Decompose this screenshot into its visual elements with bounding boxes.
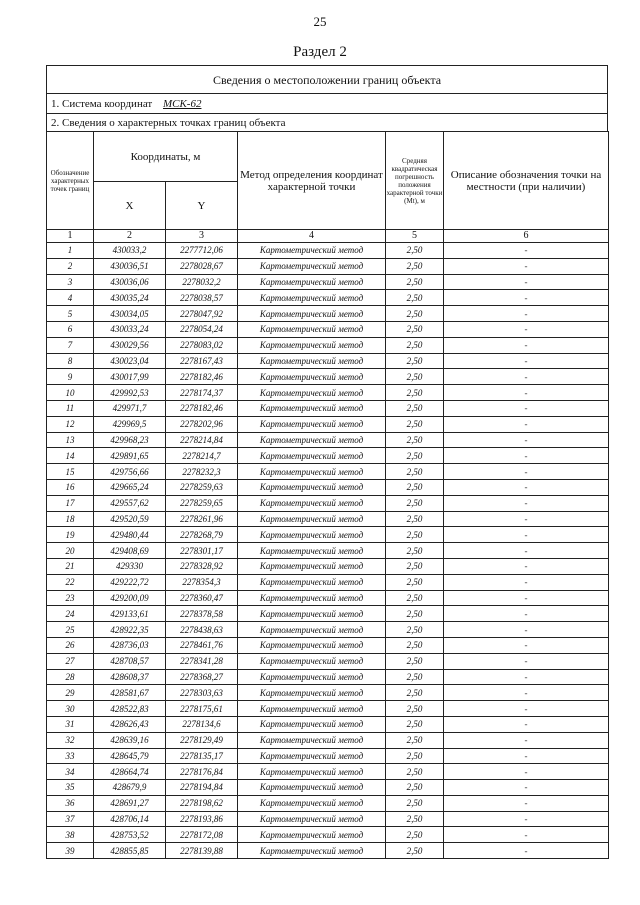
y-coord-cell: 2278182,46 <box>166 369 238 385</box>
y-coord-cell: 2278354,3 <box>166 574 238 590</box>
y-coord-cell: 2278232,3 <box>166 464 238 480</box>
col-header-x: X <box>94 182 166 230</box>
x-coord-cell: 429971,7 <box>94 400 166 416</box>
point-id-cell: 14 <box>47 448 94 464</box>
point-id-cell: 31 <box>47 716 94 732</box>
method-cell: Картометрический метод <box>238 527 386 543</box>
x-coord-cell: 429665,24 <box>94 479 166 495</box>
boundary-table <box>46 65 608 859</box>
description-cell: - <box>444 464 609 480</box>
y-coord-cell: 2278182,46 <box>166 400 238 416</box>
table-row <box>47 637 609 653</box>
y-coord-cell: 2278259,65 <box>166 495 238 511</box>
method-cell: Картометрический метод <box>238 464 386 480</box>
accuracy-cell: 2,50 <box>386 511 444 527</box>
column-number: 1 <box>47 230 94 243</box>
point-id-cell: 26 <box>47 637 94 653</box>
point-id-cell: 25 <box>47 622 94 638</box>
method-cell: Картометрический метод <box>238 321 386 337</box>
y-coord-cell: 2278135,17 <box>166 748 238 764</box>
x-coord-cell: 430033,24 <box>94 321 166 337</box>
y-coord-cell: 2278214,84 <box>166 432 238 448</box>
point-id-cell: 35 <box>47 780 94 796</box>
table-row <box>47 732 609 748</box>
table-row <box>47 369 609 385</box>
accuracy-cell: 2,50 <box>386 290 444 306</box>
y-coord-cell: 2278194,84 <box>166 780 238 796</box>
y-coord-cell: 2278268,79 <box>166 527 238 543</box>
x-coord-cell: 428581,67 <box>94 685 166 701</box>
y-coord-cell: 2278047,92 <box>166 306 238 322</box>
column-number: 3 <box>166 230 238 243</box>
table-row <box>47 274 609 290</box>
accuracy-cell: 2,50 <box>386 527 444 543</box>
description-cell: - <box>444 843 609 859</box>
y-coord-cell: 2277712,06 <box>166 243 238 259</box>
description-cell: - <box>444 716 609 732</box>
table-row <box>47 337 609 353</box>
accuracy-cell: 2,50 <box>386 416 444 432</box>
method-cell: Картометрический метод <box>238 780 386 796</box>
description-cell: - <box>444 479 609 495</box>
method-cell: Картометрический метод <box>238 843 386 859</box>
table-row <box>47 827 609 843</box>
table-row <box>47 716 609 732</box>
accuracy-cell: 2,50 <box>386 622 444 638</box>
point-id-cell: 29 <box>47 685 94 701</box>
point-id-cell: 5 <box>47 306 94 322</box>
point-id-cell: 8 <box>47 353 94 369</box>
point-id-cell: 6 <box>47 321 94 337</box>
method-cell: Картометрический метод <box>238 716 386 732</box>
point-id-cell: 23 <box>47 590 94 606</box>
point-id-cell: 34 <box>47 764 94 780</box>
description-cell: - <box>444 811 609 827</box>
x-coord-cell: 428639,16 <box>94 732 166 748</box>
x-coord-cell: 430017,99 <box>94 369 166 385</box>
table-row <box>47 290 609 306</box>
column-number: 2 <box>94 230 166 243</box>
section-title: Раздел 2 <box>293 44 347 60</box>
method-cell: Картометрический метод <box>238 701 386 717</box>
method-cell: Картометрический метод <box>238 385 386 401</box>
point-id-cell: 39 <box>47 843 94 859</box>
description-cell: - <box>444 732 609 748</box>
point-id-cell: 10 <box>47 385 94 401</box>
x-coord-cell: 428922,35 <box>94 622 166 638</box>
point-id-cell: 12 <box>47 416 94 432</box>
x-coord-cell: 429330 <box>94 558 166 574</box>
table-row <box>47 306 609 322</box>
x-coord-cell: 430036,51 <box>94 258 166 274</box>
description-cell: - <box>444 321 609 337</box>
description-cell: - <box>444 606 609 622</box>
accuracy-cell: 2,50 <box>386 685 444 701</box>
point-id-cell: 30 <box>47 701 94 717</box>
method-cell: Картометрический метод <box>238 653 386 669</box>
x-coord-cell: 429968,23 <box>94 432 166 448</box>
accuracy-cell: 2,50 <box>386 780 444 796</box>
point-id-cell: 36 <box>47 795 94 811</box>
table-row <box>47 685 609 701</box>
coord-system-label: 1. Система координат <box>51 98 153 110</box>
x-coord-cell: 429891,65 <box>94 448 166 464</box>
y-coord-cell: 2278032,2 <box>166 274 238 290</box>
method-cell: Картометрический метод <box>238 400 386 416</box>
table-row <box>47 464 609 480</box>
method-cell: Картометрический метод <box>238 448 386 464</box>
point-id-cell: 27 <box>47 653 94 669</box>
accuracy-cell: 2,50 <box>386 574 444 590</box>
y-coord-cell: 2278261,96 <box>166 511 238 527</box>
table-title: Сведения о местоположении границ объекта <box>46 65 608 93</box>
y-coord-cell: 2278083,02 <box>166 337 238 353</box>
point-id-cell: 18 <box>47 511 94 527</box>
table-row <box>47 622 609 638</box>
x-coord-cell: 429992,53 <box>94 385 166 401</box>
x-coord-cell: 430033,2 <box>94 243 166 259</box>
accuracy-cell: 2,50 <box>386 606 444 622</box>
method-cell: Картометрический метод <box>238 685 386 701</box>
description-cell: - <box>444 337 609 353</box>
method-cell: Картометрический метод <box>238 369 386 385</box>
x-coord-cell: 428753,52 <box>94 827 166 843</box>
description-cell: - <box>444 558 609 574</box>
x-coord-cell: 428608,37 <box>94 669 166 685</box>
accuracy-cell: 2,50 <box>386 843 444 859</box>
accuracy-cell: 2,50 <box>386 432 444 448</box>
y-coord-cell: 2278301,17 <box>166 543 238 559</box>
description-cell: - <box>444 353 609 369</box>
description-cell: - <box>444 701 609 717</box>
table-row <box>47 416 609 432</box>
x-coord-cell: 429520,59 <box>94 511 166 527</box>
point-id-cell: 2 <box>47 258 94 274</box>
description-cell: - <box>444 795 609 811</box>
description-cell: - <box>444 637 609 653</box>
accuracy-cell: 2,50 <box>386 479 444 495</box>
table-row <box>47 669 609 685</box>
point-id-cell: 9 <box>47 369 94 385</box>
description-cell: - <box>444 274 609 290</box>
accuracy-cell: 2,50 <box>386 748 444 764</box>
x-coord-cell: 428645,79 <box>94 748 166 764</box>
method-cell: Картометрический метод <box>238 590 386 606</box>
method-cell: Картометрический метод <box>238 827 386 843</box>
y-coord-cell: 2278193,86 <box>166 811 238 827</box>
x-coord-cell: 429557,62 <box>94 495 166 511</box>
table-row <box>47 653 609 669</box>
y-coord-cell: 2278054,24 <box>166 321 238 337</box>
accuracy-cell: 2,50 <box>386 353 444 369</box>
table-row <box>47 843 609 859</box>
table-row <box>47 701 609 717</box>
y-coord-cell: 2278139,88 <box>166 843 238 859</box>
table-row <box>47 400 609 416</box>
y-coord-cell: 2278259,63 <box>166 479 238 495</box>
point-id-cell: 33 <box>47 748 94 764</box>
table-row <box>47 527 609 543</box>
table-row <box>47 748 609 764</box>
x-coord-cell: 428706,14 <box>94 811 166 827</box>
table-row <box>47 590 609 606</box>
method-cell: Картометрический метод <box>238 764 386 780</box>
method-cell: Картометрический метод <box>238 290 386 306</box>
table-row <box>47 543 609 559</box>
accuracy-cell: 2,50 <box>386 590 444 606</box>
method-cell: Картометрический метод <box>238 732 386 748</box>
method-cell: Картометрический метод <box>238 622 386 638</box>
point-id-cell: 17 <box>47 495 94 511</box>
y-coord-cell: 2278360,47 <box>166 590 238 606</box>
column-number: 5 <box>386 230 444 243</box>
table-row <box>47 448 609 464</box>
description-cell: - <box>444 827 609 843</box>
x-coord-cell: 430029,56 <box>94 337 166 353</box>
accuracy-cell: 2,50 <box>386 701 444 717</box>
point-id-cell: 20 <box>47 543 94 559</box>
description-cell: - <box>444 511 609 527</box>
accuracy-cell: 2,50 <box>386 732 444 748</box>
method-cell: Картометрический метод <box>238 243 386 259</box>
table-row <box>47 321 609 337</box>
description-cell: - <box>444 574 609 590</box>
y-coord-cell: 2278461,76 <box>166 637 238 653</box>
accuracy-cell: 2,50 <box>386 827 444 843</box>
description-cell: - <box>444 416 609 432</box>
points-table <box>46 131 609 859</box>
method-cell: Картометрический метод <box>238 558 386 574</box>
description-cell: - <box>444 590 609 606</box>
col-header-method: Метод определения координат характерной точки <box>238 132 386 230</box>
method-cell: Картометрический метод <box>238 511 386 527</box>
x-coord-cell: 429222,72 <box>94 574 166 590</box>
description-cell: - <box>444 527 609 543</box>
accuracy-cell: 2,50 <box>386 669 444 685</box>
table-row <box>47 432 609 448</box>
description-cell: - <box>444 653 609 669</box>
y-coord-cell: 2278341,28 <box>166 653 238 669</box>
method-cell: Картометрический метод <box>238 416 386 432</box>
description-cell: - <box>444 258 609 274</box>
accuracy-cell: 2,50 <box>386 464 444 480</box>
table-row <box>47 495 609 511</box>
x-coord-cell: 429480,44 <box>94 527 166 543</box>
y-coord-cell: 2278198,62 <box>166 795 238 811</box>
accuracy-cell: 2,50 <box>386 495 444 511</box>
y-coord-cell: 2278378,58 <box>166 606 238 622</box>
point-id-cell: 24 <box>47 606 94 622</box>
x-coord-cell: 430035,24 <box>94 290 166 306</box>
accuracy-cell: 2,50 <box>386 716 444 732</box>
table-row <box>47 795 609 811</box>
accuracy-cell: 2,50 <box>386 321 444 337</box>
point-id-cell: 15 <box>47 464 94 480</box>
method-cell: Картометрический метод <box>238 574 386 590</box>
points-label: 2. Сведения о характерных точках границ объекта <box>46 113 608 131</box>
point-id-cell: 4 <box>47 290 94 306</box>
col-header-accuracy: Средняя квадратическая погрешность положения характерной точки (Mt), м <box>386 132 444 230</box>
description-cell: - <box>444 685 609 701</box>
method-cell: Картометрический метод <box>238 432 386 448</box>
x-coord-cell: 428736,03 <box>94 637 166 653</box>
point-id-cell: 16 <box>47 479 94 495</box>
accuracy-cell: 2,50 <box>386 637 444 653</box>
description-cell: - <box>444 622 609 638</box>
y-coord-cell: 2278167,43 <box>166 353 238 369</box>
accuracy-cell: 2,50 <box>386 764 444 780</box>
description-cell: - <box>444 543 609 559</box>
method-cell: Картометрический метод <box>238 669 386 685</box>
x-coord-cell: 429133,61 <box>94 606 166 622</box>
x-coord-cell: 428855,85 <box>94 843 166 859</box>
table-row <box>47 780 609 796</box>
col-header-description: Описание обозначения точки на местности (при наличии) <box>444 132 609 230</box>
column-numbers-row <box>47 230 609 243</box>
accuracy-cell: 2,50 <box>386 385 444 401</box>
description-cell: - <box>444 369 609 385</box>
method-cell: Картометрический метод <box>238 543 386 559</box>
accuracy-cell: 2,50 <box>386 448 444 464</box>
method-cell: Картометрический метод <box>238 479 386 495</box>
description-cell: - <box>444 748 609 764</box>
point-id-cell: 19 <box>47 527 94 543</box>
table-row <box>47 558 609 574</box>
point-id-cell: 21 <box>47 558 94 574</box>
x-coord-cell: 430023,04 <box>94 353 166 369</box>
page-number: 25 <box>313 14 327 29</box>
method-cell: Картометрический метод <box>238 353 386 369</box>
y-coord-cell: 2278303,63 <box>166 685 238 701</box>
point-id-cell: 1 <box>47 243 94 259</box>
accuracy-cell: 2,50 <box>386 543 444 559</box>
x-coord-cell: 428708,57 <box>94 653 166 669</box>
column-number: 4 <box>238 230 386 243</box>
accuracy-cell: 2,50 <box>386 400 444 416</box>
x-coord-cell: 430036,06 <box>94 274 166 290</box>
table-row <box>47 353 609 369</box>
accuracy-cell: 2,50 <box>386 653 444 669</box>
method-cell: Картометрический метод <box>238 811 386 827</box>
accuracy-cell: 2,50 <box>386 811 444 827</box>
x-coord-cell: 429200,09 <box>94 590 166 606</box>
x-coord-cell: 429756,66 <box>94 464 166 480</box>
accuracy-cell: 2,50 <box>386 274 444 290</box>
y-coord-cell: 2278172,08 <box>166 827 238 843</box>
y-coord-cell: 2278129,49 <box>166 732 238 748</box>
x-coord-cell: 428679,9 <box>94 780 166 796</box>
method-cell: Картометрический метод <box>238 606 386 622</box>
y-coord-cell: 2278038,57 <box>166 290 238 306</box>
table-row <box>47 258 609 274</box>
description-cell: - <box>444 243 609 259</box>
points-table-body <box>47 243 609 859</box>
table-row <box>47 574 609 590</box>
point-id-cell: 28 <box>47 669 94 685</box>
description-cell: - <box>444 306 609 322</box>
table-row <box>47 764 609 780</box>
description-cell: - <box>444 780 609 796</box>
accuracy-cell: 2,50 <box>386 306 444 322</box>
method-cell: Картометрический метод <box>238 637 386 653</box>
description-cell: - <box>444 495 609 511</box>
column-number: 6 <box>444 230 609 243</box>
table-row <box>47 385 609 401</box>
table-row <box>47 811 609 827</box>
col-header-coords: Координаты, м <box>94 132 238 182</box>
description-cell: - <box>444 385 609 401</box>
y-coord-cell: 2278134,6 <box>166 716 238 732</box>
description-cell: - <box>444 400 609 416</box>
description-cell: - <box>444 432 609 448</box>
description-cell: - <box>444 290 609 306</box>
method-cell: Картометрический метод <box>238 495 386 511</box>
table-row <box>47 479 609 495</box>
y-coord-cell: 2278176,84 <box>166 764 238 780</box>
col-header-point: Обозначение характерных точек границ <box>47 132 94 230</box>
description-cell: - <box>444 764 609 780</box>
point-id-cell: 7 <box>47 337 94 353</box>
y-coord-cell: 2278438,63 <box>166 622 238 638</box>
x-coord-cell: 429408,69 <box>94 543 166 559</box>
accuracy-cell: 2,50 <box>386 795 444 811</box>
accuracy-cell: 2,50 <box>386 558 444 574</box>
point-id-cell: 22 <box>47 574 94 590</box>
accuracy-cell: 2,50 <box>386 258 444 274</box>
y-coord-cell: 2278368,27 <box>166 669 238 685</box>
accuracy-cell: 2,50 <box>386 243 444 259</box>
method-cell: Картометрический метод <box>238 258 386 274</box>
point-id-cell: 38 <box>47 827 94 843</box>
point-id-cell: 13 <box>47 432 94 448</box>
table-row <box>47 606 609 622</box>
method-cell: Картометрический метод <box>238 337 386 353</box>
coord-system-value: МСК-62 <box>162 98 202 110</box>
description-cell: - <box>444 669 609 685</box>
y-coord-cell: 2278328,92 <box>166 558 238 574</box>
col-header-y: Y <box>166 182 238 230</box>
table-row <box>47 511 609 527</box>
point-id-cell: 32 <box>47 732 94 748</box>
point-id-cell: 37 <box>47 811 94 827</box>
method-cell: Картометрический метод <box>238 274 386 290</box>
y-coord-cell: 2278202,96 <box>166 416 238 432</box>
point-id-cell: 11 <box>47 400 94 416</box>
method-cell: Картометрический метод <box>238 306 386 322</box>
accuracy-cell: 2,50 <box>386 337 444 353</box>
x-coord-cell: 428626,43 <box>94 716 166 732</box>
method-cell: Картометрический метод <box>238 748 386 764</box>
x-coord-cell: 428691,27 <box>94 795 166 811</box>
coord-system-row <box>46 93 608 113</box>
method-cell: Картометрический метод <box>238 795 386 811</box>
y-coord-cell: 2278175,61 <box>166 701 238 717</box>
description-cell: - <box>444 448 609 464</box>
x-coord-cell: 428664,74 <box>94 764 166 780</box>
x-coord-cell: 429969,5 <box>94 416 166 432</box>
x-coord-cell: 428522,83 <box>94 701 166 717</box>
x-coord-cell: 430034,05 <box>94 306 166 322</box>
y-coord-cell: 2278174,37 <box>166 385 238 401</box>
point-id-cell: 3 <box>47 274 94 290</box>
y-coord-cell: 2278214,7 <box>166 448 238 464</box>
accuracy-cell: 2,50 <box>386 369 444 385</box>
y-coord-cell: 2278028,67 <box>166 258 238 274</box>
table-row <box>47 243 609 259</box>
